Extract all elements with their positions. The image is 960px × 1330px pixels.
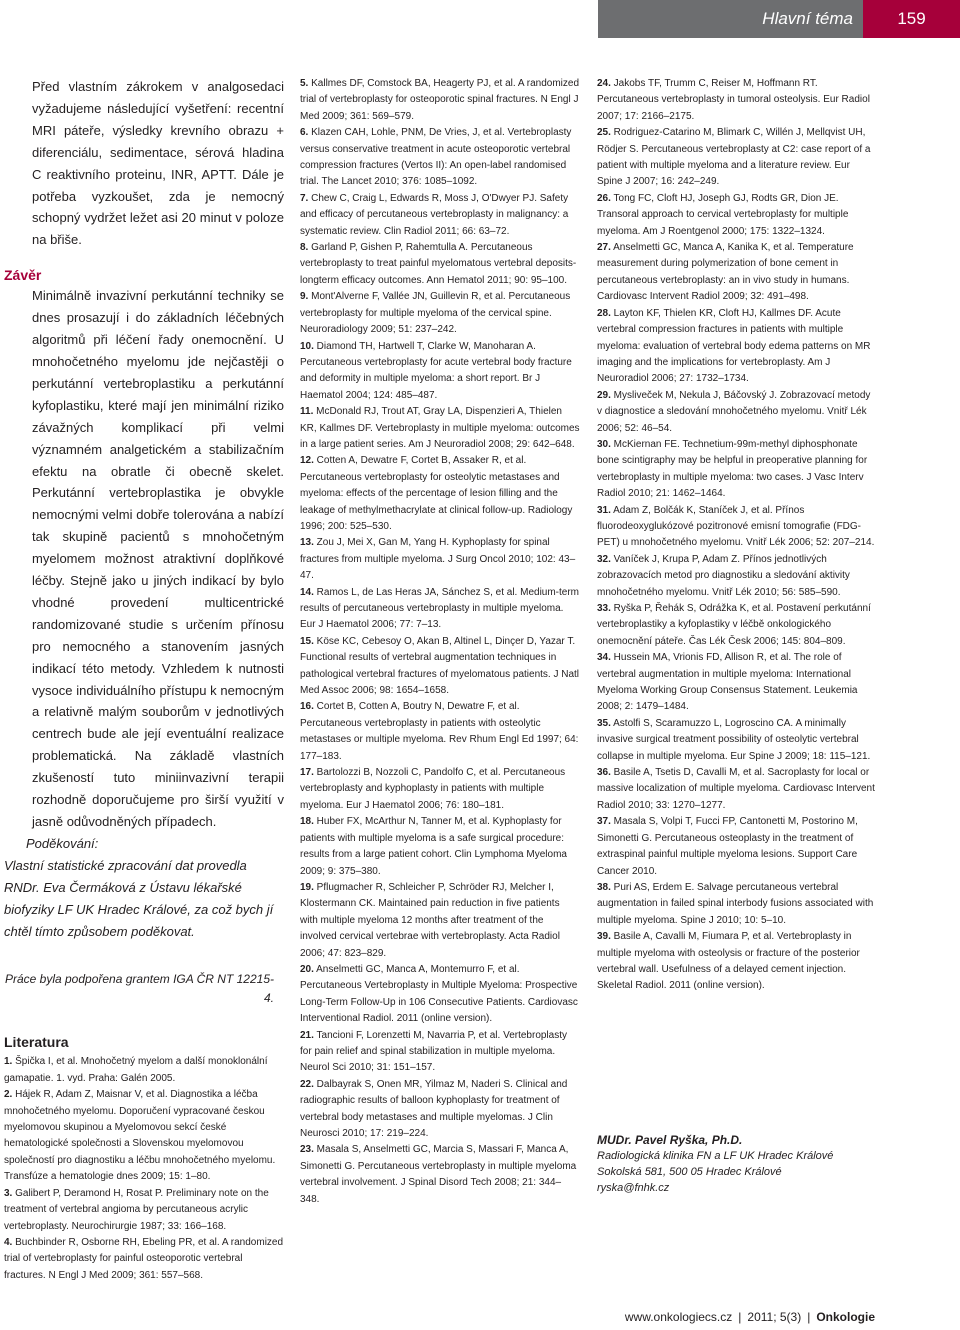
reference-number: 10. (300, 340, 314, 352)
conclusion-heading: Závěr (4, 267, 42, 284)
reference-number: 19. (300, 881, 314, 893)
reference-item (300, 535, 580, 584)
reference-item (300, 765, 580, 814)
reference-item (597, 601, 877, 650)
reference-item (300, 240, 580, 289)
reference-item (300, 1142, 580, 1208)
reference-text: Layton KF, Thielen KR, Cloft HJ, Kallmes DF. Acute vertebral compression fractures in patients with multiple myeloma: evaluation of vertebral body edema patterns on MR imaging and the implications for vertebroplasty. Am J Neuroradiol 2006; 27: 1732–1734. (597, 307, 871, 385)
reference-text: Špička I, et al. Mnohočetný myelom a další monoklonální gamapatie. 1. vyd. Praha: Galén 2005. (4, 1056, 268, 1084)
reference-item (300, 634, 580, 700)
reference-text: Tancioni F, Lorenzetti M, Navarria P, et al. Vertebroplasty for pain relief and spinal stabilization in multiple myeloma. Neurol Sci 2010; 31: 151–157. (300, 1029, 567, 1074)
reference-item (300, 191, 580, 240)
reference-number: 16. (300, 701, 314, 713)
reference-text: Tong FC, Cloft HJ, Joseph GJ, Rodts GR, Dion JE. Transoral approach to cervical vertebroplasty for multiple myeloma. Am J Roentgenol 2000; 175: 1322–1324. (597, 192, 849, 237)
reference-number: 14. (300, 586, 314, 598)
reference-item (300, 125, 580, 191)
reference-number: 13. (300, 537, 314, 549)
literature-heading: Literatura (4, 1034, 69, 1051)
reference-item (300, 1028, 580, 1077)
reference-number: 11. (300, 406, 314, 418)
reference-text: Pflugmacher R, Schleicher P, Schröder RJ, Melcher I, Klostermann CK. Maintained pain reduction in five patients with multiple myeloma 12 months after treatment of the involved cervical vertebrae with vertebroplasty. Acta Radiol 2006; 47: 823–829. (300, 881, 560, 959)
reference-list-col3 (597, 76, 877, 995)
acknowledgement (4, 833, 284, 943)
reference-item (597, 503, 877, 552)
reference-text: Diamond TH, Hartwell T, Clarke W, Manoharan A. Percutaneous vertebroplasty for acute vertebral body fracture and deformity in multiple myeloma: a short report. Br J Haematol 2004; 124: 485–487. (300, 340, 572, 401)
reference-number: 1. (4, 1056, 13, 1068)
reference-number: 8. (300, 242, 309, 254)
footer-journal: Onkologie (816, 1310, 875, 1324)
column-left (4, 76, 284, 1284)
reference-text: Hájek R, Adam Z, Maisnar V, et al. Diagnostika a léčba mnohočetného myelomu. Doporučení vypracované českou myelomovou skupinou a Myelomovou sekcí české hematologické společnosti a Slovenskou myelomovou společností pro diagnostiku a léčbu mnohočetného myelomu. Transfúze a hematologie dnes 2009; 15: 1–80. (4, 1089, 276, 1183)
reference-text: Masala S, Volpi T, Fucci FP, Cantonetti M, Postorino M, Simonetti G. Percutaneous osteoplasty in the treatment of extraspinal painful multiple myeloma lesions. Support Care Cancer 2010. (597, 816, 858, 877)
reference-item (597, 306, 877, 388)
reference-list-col1 (4, 1054, 284, 1284)
reference-text: McKiernan FE. Technetium-99m-methyl diphosphonate bone scintigraphy may be helpful in preoperative planning for vertebroplasty in multiple myeloma: two cases. J Vasc Interv Radiol 2010; 21: 1462–1464. (597, 438, 868, 500)
reference-number: 27. (597, 242, 611, 254)
page-footer (625, 1310, 875, 1324)
reference-number: 18. (300, 816, 314, 828)
reference-item (597, 929, 877, 995)
reference-text: Anselmetti GC, Manca A, Kanika K, et al. Temperature measurement during polymerization of bone cement in percutaneous vertebroplasty: an in vivo study in humans. Cardiovasc Intervent Radiol 2009; 32: 491–498. (597, 242, 854, 303)
reference-number: 32. (597, 553, 611, 565)
reference-item (4, 1054, 284, 1087)
reference-number: 9. (300, 291, 309, 303)
reference-number: 6. (300, 127, 309, 139)
author-address: Sokolská 581, 500 05 Hradec Králové (597, 1166, 782, 1178)
column-right (597, 76, 877, 995)
reference-item (300, 339, 580, 405)
reference-item (4, 1087, 284, 1185)
reference-text: Basile A, Tsetis D, Cavalli M, et al. Sacroplasty for local or massive localization of multiple myeloma. Cardiovasc Intervent Radiol 2010; 33: 1270–1277. (597, 767, 875, 811)
reference-text: Kallmes DF, Comstock BA, Heagerty PJ, et al. A randomized trial of vertebroplasty for osteoporotic spinal fractures. N Engl J Med 2009; 361: 569–579. (300, 78, 580, 122)
reference-item (300, 814, 580, 880)
reference-number: 7. (300, 192, 309, 204)
author-email[interactable]: ryska@fnhk.cz (597, 1182, 670, 1194)
reference-number: 35. (597, 717, 611, 729)
reference-text: Buchbinder R, Osborne RH, Ebeling PR, et al. A randomized trial of vertebroplasty for painful osteoporotic vertebral fractures. N Engl J Med 2009; 361: 557–568. (4, 1236, 284, 1281)
reference-number: 37. (597, 816, 611, 828)
reference-number: 4. (4, 1236, 13, 1248)
reference-number: 5. (300, 78, 309, 89)
grant-note: Práce byla podpořena grantem IGA ČR NT 12215-4. (4, 972, 274, 1006)
reference-number: 23. (300, 1144, 314, 1156)
reference-item (300, 289, 580, 338)
reference-text: Bartolozzi B, Nozzoli C, Pandolfo C, et al. Percutaneous vertebroplasty and kyphoplasty in patients with multiple myeloma. Eur J Haematol 2006; 76: 180–181. (300, 767, 566, 811)
footer-separator: | (738, 1310, 742, 1324)
reference-item (597, 716, 877, 765)
reference-text: Chew C, Craig L, Edwards R, Moss J, O'Dwyer PJ. Safety and efficacy of percutaneous vertebroplasty in malignancy: a systematic review. Clin Radiol 2011; 66: 63–72. (300, 192, 569, 237)
reference-item (597, 814, 877, 880)
reference-item (597, 552, 877, 601)
reference-text: Hussein MA, Vrionis FD, Allison R, et al. The role of vertebral augmentation in multiple myeloma: International Myeloma Working Group Consensus Statement. Leukemia 2008; 2: 1479–1484. (597, 652, 858, 713)
reference-text: Ryška P, Řehák S, Odrážka K, et al. Postavení perkutánní vertebroplastiky a kyfoplastiky v léčbě onkologického onemocnění páteře. Čas Lék Česk 2006; 145: 804–809. (597, 603, 871, 647)
reference-item (300, 699, 580, 765)
reference-item (597, 76, 877, 125)
reference-item (300, 880, 580, 962)
reference-text: Mysliveček M, Nekula J, Báčovský J. Zobrazovací metody v diagnostice a sledování mnohočetného myelomu. Vnitř Lék 2006; 52: 46–54. (597, 389, 871, 434)
reference-text: Garland P, Gishen P, Rahemtulla A. Percutaneous vertebroplasty to treat painful myelomatous vertebral deposits-longterm efficacy outcomes. Ann Hematol 2011; 90: 95–100. (300, 242, 577, 286)
reference-item (300, 1077, 580, 1143)
reference-number: 26. (597, 192, 611, 204)
author-name: MUDr. Pavel Ryška, Ph.D. (597, 1133, 743, 1147)
acknowledgement-text: Vlastní statistické zpracování dat provedla RNDr. Eva Čermáková z Ústavu lékařské biofyziky LF UK Hradec Králové, za což bych jí chtěl tímto způsobem poděkovat. (4, 857, 274, 939)
reference-item (300, 404, 580, 453)
footer-website[interactable]: www.onkologiecs.cz (624, 1310, 733, 1324)
reference-number: 25. (597, 127, 611, 139)
reference-text: Mont'Alverne F, Vallée JN, Guillevin R, et al. Percutaneous vertebroplasty for multiple myeloma of the cervical spine. Neuroradiology 2009; 51: 237–242. (300, 291, 571, 336)
acknowledgement-heading: Poděkování: (26, 835, 99, 851)
reference-number: 20. (300, 963, 314, 975)
reference-text: Jakobs TF, Trumm C, Reiser M, Hoffmann RT. Percutaneous vertebroplasty in tumoral osteolysis. Eur Radiol 2007; 17: 2166–2175. (597, 78, 870, 122)
reference-text: Dalbayrak S, Onen MR, Yilmaz M, Naderi S. Clinical and radiographic results of balloon kyphoplasty for treatment of vertebral body metastases and multiple myelomas. J Clin Neurosci 2010; 17: 219–224. (300, 1078, 568, 1139)
reference-number: 21. (300, 1029, 314, 1041)
reference-number: 34. (597, 652, 611, 664)
reference-number: 12. (300, 455, 314, 467)
reference-text: Klazen CAH, Lohle, PNM, De Vries, J, et al. Vertebroplasty versus conservative treatment in acute osteoporotic vertebral compression fractures (Vertos II): An open-label randomised trial. The Lancet 2010; 376: 1085–1092. (300, 127, 572, 188)
reference-number: 31. (597, 504, 611, 516)
reference-number: 33. (597, 603, 611, 614)
footer-separator: | (807, 1310, 811, 1324)
reference-text: Ramos L, de Las Heras JA, Sánchez S, et al. Medium-term results of percutaneous vertebroplasty in multiple myeloma. Eur J Haematol 2006; 77: 7–13. (300, 586, 580, 631)
reference-text: Galibert P, Deramond H, Rosat P. Preliminary note on the treatment of vertebral angioma by percutaneous acrylic vertebroplasty. Neurochirurgie 1987; 33: 166–168. (4, 1187, 269, 1232)
reference-item (300, 585, 580, 634)
reference-item (597, 650, 877, 716)
reference-text: Rodriguez-Catarino M, Blimark C, Willén J, Mellqvist UH, Rödjer S. Percutaneous vertebroplasty at C2: case report of a patient with multiple myeloma and a literature review. Eur Spine J 2007; 16: 242–249. (597, 127, 871, 188)
reference-number: 39. (597, 931, 611, 943)
reference-list-col2 (300, 76, 580, 1208)
reference-text: Vaníček J, Krupa P, Adam Z. Přínos jednotlivých zobrazovacích metod pro diagnostiku a sledování aktivity mnohočetného myelomu. Vnitř Lék 2010; 56: 585–590. (597, 553, 850, 598)
reference-item (597, 765, 877, 814)
section-title: Hlavní téma (598, 0, 863, 38)
reference-number: 2. (4, 1089, 13, 1101)
reference-item (597, 191, 877, 240)
reference-item (597, 240, 877, 306)
reference-text: Masala S, Anselmetti GC, Marcia S, Massari F, Manca A, Simonetti G. Percutaneous vertebroplasty in multiple myeloma vertebral involvement. J Spinal Disord Tech 2008; 21: 344–348. (300, 1144, 577, 1205)
reference-item (300, 962, 580, 1028)
reference-text: Basile A, Cavalli M, Fiumara P, et al. Vertebroplasty in multiple myeloma with osteolysis or fracture of the posterior vertebral wall. Usefulness of a delayed cement injection. Skeletal Radiol. 2011 (online version). (597, 931, 860, 992)
reference-text: Puri AS, Erdem E. Salvage percutaneous vertebral augmentation in failed spinal interbody fusions associated with multiple myeloma. Spine J 2010; 10: 5–10. (597, 881, 874, 926)
reference-number: 28. (597, 307, 611, 319)
reference-number: 15. (300, 635, 314, 647)
author-block (597, 1132, 857, 1196)
reference-text: Köse KC, Cebesoy O, Akan B, Altinel L, Dinçer D, Yazar T. Functional results of vertebral augmentation techniques in pathological vertebral fractures of myelomatous patients. J Natl Med Assoc 2006; 98: 1654–1658. (300, 635, 580, 697)
page-header (598, 0, 960, 38)
reference-item (597, 125, 877, 191)
reference-text: Huber FX, McArthur N, Tanner M, et al. Kyphoplasty for patients with multiple myeloma is a safe surgical procedure: results from a large patient cohort. Clin Lymphoma Myeloma 2009; 9: 375–380. (300, 816, 567, 877)
reference-number: 38. (597, 881, 611, 893)
reference-text: Astolfi S, Scaramuzzo L, Logroscino CA. A minimally invasive surgical treatment possibility of osteolytic vertebral collapse in multiple myeloma. Eur Spine J 2009; 18: 115–121. (597, 717, 871, 762)
reference-text: Cotten A, Dewatre F, Cortet B, Assaker R, et al. Percutaneous vertebroplasty for osteolytic metastases and myeloma: effects of the percentage of lesion filling and the leakage of methylmethacrylate at clinical follow-up. Radiology 1996; 200: 525–530. (300, 455, 573, 532)
reference-text: McDonald RJ, Trout AT, Gray LA, Dispenzieri A, Thielen KR, Kallmes DF. Vertebroplasty in multiple myeloma: outcomes in a large patient series. Am J Neuroradiol 2008; 29: 642–648. (300, 406, 580, 450)
reference-text: Anselmetti GC, Manca A, Montemurro F, et al. Percutaneous Vertebroplasty in Multiple Myeloma: Prospective Long-Term Follow-Up in 106 Consecutive Patients. Cardiovasc Interventional Radiol. 2011 (online version). (300, 963, 578, 1025)
reference-number: 22. (300, 1078, 314, 1090)
reference-item (300, 76, 580, 125)
reference-number: 29. (597, 389, 611, 401)
intro-paragraph: Před vlastním zákrokem v analgosedaci vyžadujeme následující vyšetření: recentní MRI páteře, výsledky krevního obrazu + diferenciálu, sedimentace, sérová hladina C reaktivního proteinu, INR, APTT. Dále je potřeba vyzkoušet, zda je nemocný schopný vydržet ležet asi 20 minut v poloze na břiše. (32, 79, 284, 248)
reference-item (597, 437, 877, 503)
reference-item (4, 1186, 284, 1235)
reference-item (597, 880, 877, 929)
reference-number: 17. (300, 767, 314, 779)
reference-number: 24. (597, 78, 611, 89)
column-middle (300, 76, 580, 1208)
page-number: 159 (863, 0, 960, 38)
footer-issue: 2011; 5(3) (747, 1310, 802, 1324)
reference-item (4, 1235, 284, 1284)
conclusion-paragraph: Minimálně invazivní perkutánní techniky se dnes prosazují i do základních léčebných algoritmů při léčení řady onemocnění. U mnohočetného myelomu jde nejčastěji o perkutánní vertebroplastiku a perkutánní kyfoplastiku, které mají jen minimální riziko závažných komplikací při velmi významném analgetickém a stabilizačním efektu na obratle či obecně skelet. Perkutánní vertebroplastika je obvykle nemocnými velmi dobře tolerována a nabízí tak skupině pacientů s mnohočetným myelomem možnost atraktivní doplňkové léčby. Stejně jako u jiných indikací by bylo vhodné provedení multicentrické randomizované studie s určením přínosu pro nemocného a stanovením jasných indikací této metody. Vzhledem k nutnosti vysoce individuálního přístupu k nemocným a relativně malým souborům v jednotlivých centrech bude ale její eventuální realizace problematická. Na základě vlastních zkušeností tuto miniinvazivní terapii rozhodně doporučujeme pro širší využití v jasně odůvodněných případech. (32, 288, 284, 829)
reference-text: Zou J, Mei X, Gan M, Yang H. Kyphoplasty for spinal fractures from multiple myeloma. J Surg Oncol 2010; 102: 43–47. (300, 537, 576, 582)
author-institution: Radiologická klinika FN a LF UK Hradec Králové (597, 1150, 834, 1162)
reference-number: 36. (597, 767, 611, 779)
reference-number: 3. (4, 1187, 13, 1199)
reference-item (300, 453, 580, 535)
reference-text: Adam Z, Bolčák K, Staníček J, et al. Přínos fluorodeoxyglukózové pozitronové emisní tomografie (FDG-PET) u mnohočetného myelomu. Vnitř Lék 2006; 52: 207–214. (597, 504, 875, 549)
reference-number: 30. (597, 438, 611, 450)
reference-item (597, 388, 877, 437)
reference-text: Cortet B, Cotten A, Boutry N, Dewatre F, et al. Percutaneous vertebroplasty in patients with osteolytic metastases or multiple myeloma. Rev Rhum Engl Ed 1997; 64: 177–183. (300, 701, 579, 762)
